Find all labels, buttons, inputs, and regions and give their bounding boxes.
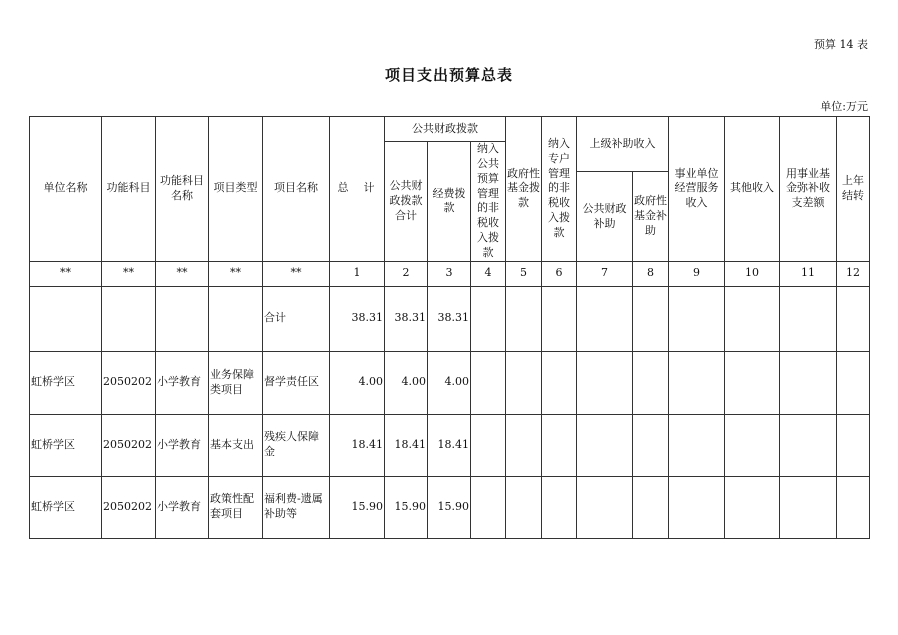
col-public-finance: 公共财政拨款: [385, 117, 506, 142]
col-function-subject: 功能科目: [102, 117, 156, 262]
col-non-tax-budget: 纳入公共预算管理的非税收入拨款: [471, 142, 506, 262]
table-row: [30, 414, 870, 476]
row-code: 2050202: [102, 414, 156, 476]
row-operating: 15.90: [428, 476, 471, 538]
col-project-name: 项目名称: [263, 117, 330, 262]
col-total: 总 计: [330, 117, 385, 262]
index-cell: 10: [725, 261, 780, 286]
row-type: 政策性配套项目: [209, 476, 263, 538]
col-special-account: 纳入专户管理的非税收入拨款: [542, 117, 577, 262]
row-type: 基本支出: [209, 414, 263, 476]
row-subtotal: 15.90: [385, 476, 428, 538]
row-operating: 4.00: [428, 351, 471, 414]
col-project-type: 项目类型: [209, 117, 263, 262]
index-cell: **: [209, 261, 263, 286]
index-cell: 12: [837, 261, 870, 286]
summary-public-finance-subtotal: 38.31: [385, 286, 428, 351]
table-row: [30, 351, 870, 414]
row-name: 残疾人保障金: [263, 414, 330, 476]
col-institution-business: 事业单位经营服务收入: [669, 117, 725, 262]
summary-label: 合计: [263, 286, 330, 351]
row-code: 2050202: [102, 351, 156, 414]
index-cell: **: [263, 261, 330, 286]
col-public-finance-subtotal: 公共财政拨款合计: [385, 142, 428, 262]
budget-table: [29, 116, 870, 539]
col-superior-public-finance: 公共财政补助: [577, 172, 633, 261]
row-total: 4.00: [330, 351, 385, 414]
row-total: 18.41: [330, 414, 385, 476]
col-function-subject-name: 功能科目名称: [156, 117, 209, 262]
index-cell: 6: [542, 261, 577, 286]
table-row: [30, 476, 870, 538]
row-unit: 虹桥学区: [30, 351, 102, 414]
col-carryover: 上年结转: [837, 117, 870, 262]
row-unit: 虹桥学区: [30, 476, 102, 538]
index-cell: **: [102, 261, 156, 286]
col-unit-name: 单位名称: [30, 117, 102, 262]
index-cell: 1: [330, 261, 385, 286]
col-superior-gov-fund: 政府性基金补助: [633, 172, 669, 261]
index-cell: 11: [780, 261, 837, 286]
index-cell: 9: [669, 261, 725, 286]
row-subject-name: 小学教育: [156, 476, 209, 538]
row-type: 业务保障类项目: [209, 351, 263, 414]
row-subtotal: 18.41: [385, 414, 428, 476]
index-cell: **: [30, 261, 102, 286]
row-unit: 虹桥学区: [30, 414, 102, 476]
page-title: 项目支出预算总表: [384, 66, 513, 84]
col-gov-fund: 政府性基金拨款: [506, 117, 542, 262]
index-cell: 5: [506, 261, 542, 286]
index-cell: 3: [428, 261, 471, 286]
unit-label: 单位:万元: [820, 100, 868, 113]
row-subject-name: 小学教育: [156, 414, 209, 476]
header-row-1: [30, 117, 870, 142]
row-operating: 18.41: [428, 414, 471, 476]
row-subtotal: 4.00: [385, 351, 428, 414]
col-superior-subsidy: 上级补助收入: [577, 117, 669, 172]
row-name: 福利费-遗属补助等: [263, 476, 330, 538]
row-total: 15.90: [330, 476, 385, 538]
col-operating-funds: 经费拨款: [428, 142, 471, 262]
index-cell: 4: [471, 261, 506, 286]
summary-operating-funds: 38.31: [428, 286, 471, 351]
index-cell: 8: [633, 261, 669, 286]
row-name: 督学责任区: [263, 351, 330, 414]
table-number: 预算 14 表: [814, 38, 868, 51]
index-row: [30, 261, 870, 286]
col-fund-offset: 用事业基金弥补收支差额: [780, 117, 837, 262]
index-cell: 7: [577, 261, 633, 286]
index-cell: **: [156, 261, 209, 286]
row-subject-name: 小学教育: [156, 351, 209, 414]
index-cell: 2: [385, 261, 428, 286]
summary-row: [30, 286, 870, 351]
row-code: 2050202: [102, 476, 156, 538]
col-other-income: 其他收入: [725, 117, 780, 262]
summary-total: 38.31: [330, 286, 385, 351]
